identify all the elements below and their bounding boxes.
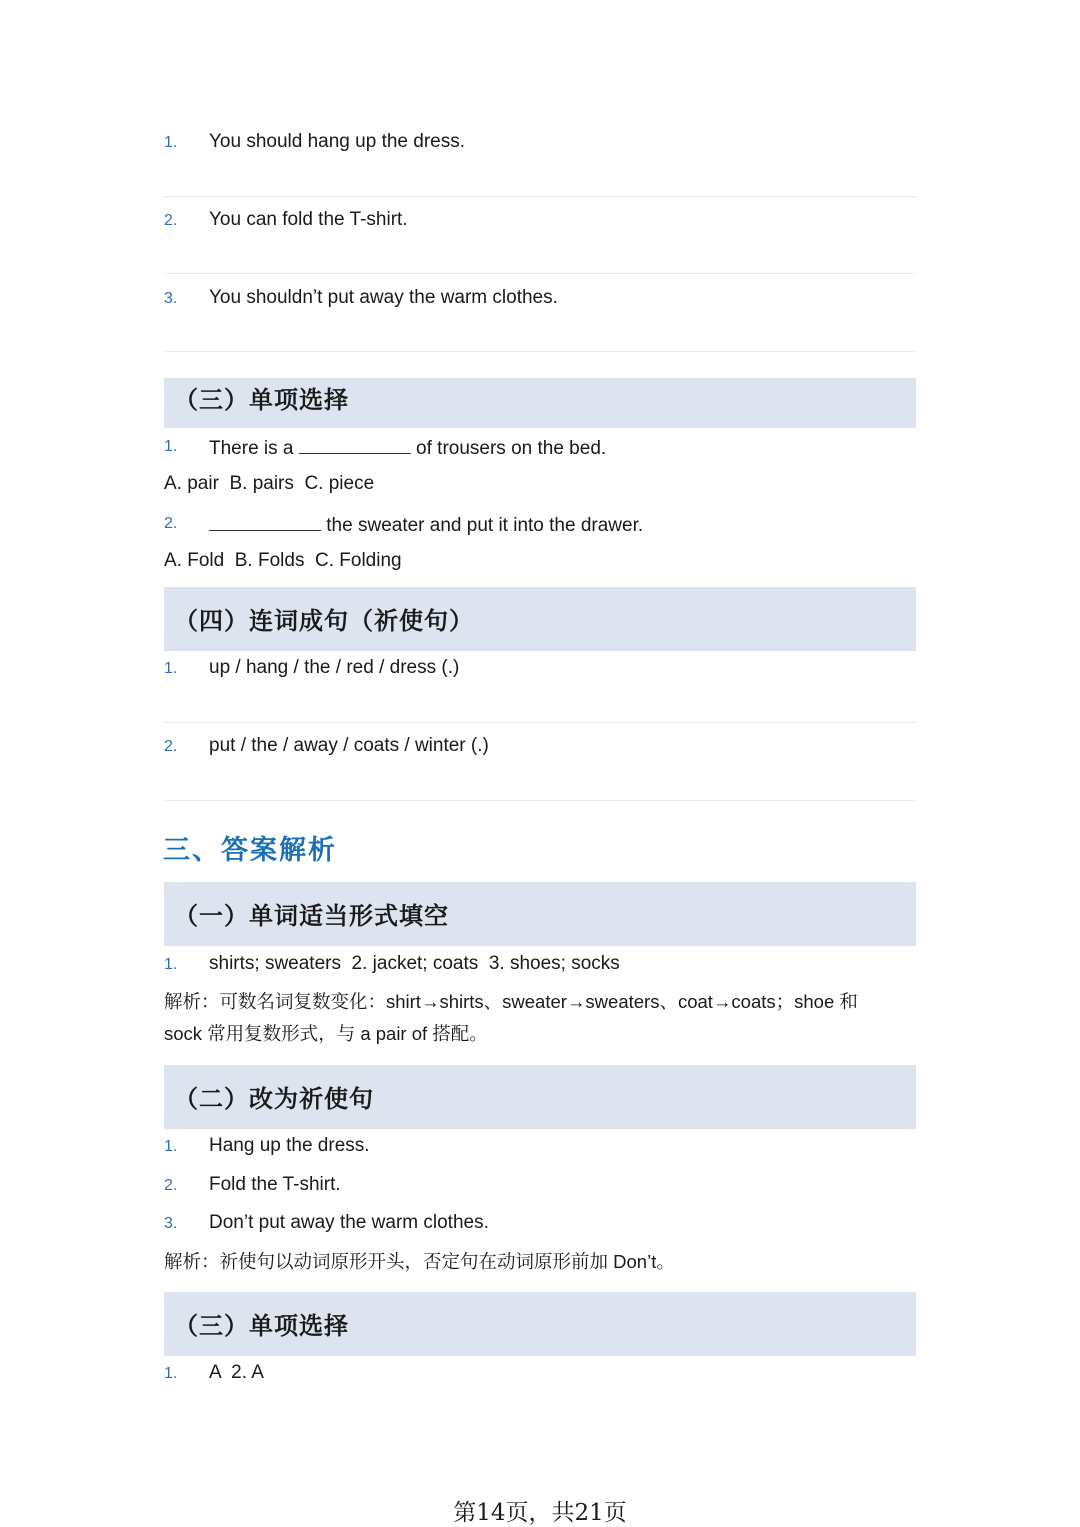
explanation	[164, 986, 916, 1050]
answer-text: shirts; sweaters 2. jacket; coats 3. shoes; socks	[209, 953, 620, 974]
divider	[164, 273, 916, 274]
divider	[164, 196, 916, 197]
section-header	[164, 378, 916, 428]
question-number: 2.	[164, 515, 178, 532]
explanation-line: sock 常用复数形式，与 a pair of 搭配。	[164, 1023, 488, 1044]
section-heading: （三）单项选择	[174, 386, 349, 414]
section-heading: （四）连词成句（祈使句）	[174, 607, 474, 635]
section-header	[164, 1065, 916, 1129]
page-number: 第14页，共21页	[453, 1500, 627, 1526]
answer-text: Don’t put away the warm clothes.	[209, 1212, 489, 1233]
question-number: 1.	[164, 438, 178, 455]
item-text: You can fold the T-shirt.	[209, 209, 408, 230]
item-text: up / hang / the / red / dress (.)	[209, 657, 460, 678]
explanation: 解析：祈使句以动词原形开头，否定句在动词原形前加 Don’t。	[164, 1251, 675, 1272]
answer-text: Hang up the dress.	[209, 1135, 370, 1156]
question-text-before: There is a	[209, 438, 299, 459]
answer-number: 1.	[164, 1138, 178, 1155]
question-options: A. Fold B. Folds C. Folding	[164, 550, 402, 571]
question-text-after: of trousers on the bed.	[410, 438, 607, 459]
answer-text: Fold the T-shirt.	[209, 1174, 341, 1195]
answer-number: 3.	[164, 1215, 178, 1232]
item-text: You shouldn’t put away the warm clothes.	[209, 287, 558, 308]
question-options: A. pair B. pairs C. piece	[164, 473, 375, 494]
item-number: 2.	[164, 738, 178, 755]
answer-blank	[299, 435, 411, 454]
item-text: You should hang up the dress.	[209, 131, 465, 152]
divider	[164, 800, 916, 801]
divider	[164, 722, 916, 723]
answers-title: 三、答案解析	[163, 835, 337, 866]
explanation-line: 解析：可数名词复数变化：shirt→shirts、sweater→sweaters、coat→coats；shoe 和	[164, 991, 858, 1012]
answer-number: 1.	[164, 1365, 178, 1382]
question-text-after: the sweater and put it into the drawer.	[321, 515, 644, 536]
answer-number: 1.	[164, 956, 178, 973]
item-number: 1.	[164, 660, 178, 677]
item-number: 3.	[164, 290, 178, 307]
section-heading: （三）单项选择	[174, 1312, 349, 1340]
item-text: put / the / away / coats / winter (.)	[209, 735, 489, 756]
section-heading: （一）单词适当形式填空	[174, 902, 449, 930]
section-header	[164, 882, 916, 946]
answer-text: A 2. A	[209, 1362, 264, 1383]
section-header	[164, 587, 916, 651]
section-heading: （二）改为祈使句	[174, 1085, 374, 1113]
item-number: 2.	[164, 212, 178, 229]
item-number: 1.	[164, 134, 178, 151]
answer-blank	[209, 512, 321, 531]
question-text	[209, 435, 606, 460]
divider	[164, 351, 916, 352]
question-text	[209, 512, 643, 537]
answer-number: 2.	[164, 1177, 178, 1194]
section-header	[164, 1292, 916, 1356]
